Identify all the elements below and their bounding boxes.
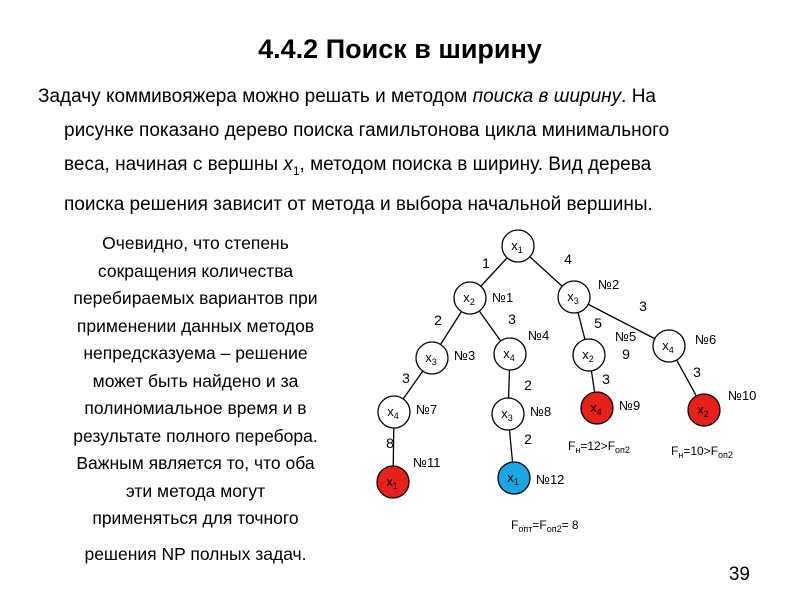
note-line: перебираемых вариантов при: [73, 288, 318, 308]
note-line: полиномиальное время и в: [84, 398, 307, 418]
intro-emphasis: поиска в ширину: [472, 86, 622, 107]
tree-node: [498, 462, 530, 494]
node-variable-label: $x_3$: [567, 289, 579, 306]
intro-variable: x: [283, 154, 293, 175]
intro-line-1: Задачу коммивояжера можно решать и методом поиска в ширину. На: [38, 86, 656, 107]
cost-annotation-n9: $F_н=12>F_{оп2}$: [568, 439, 630, 455]
edge-weight-label: 3: [602, 371, 610, 387]
note-line: применении данных методов: [76, 315, 315, 336]
slide-title: 4.4.2 Поиск в ширину: [258, 34, 542, 64]
edge-weight-label: 3: [508, 311, 516, 327]
cost-annotation-n10: $F_н=10>F_{оп2}$: [671, 444, 733, 460]
note-line: решения NP полных задач.: [84, 543, 307, 564]
node-variable-label: $x_1$: [507, 470, 519, 487]
tree-node: [573, 339, 605, 371]
tree-node: [494, 338, 526, 370]
node-number-label: №4: [528, 328, 550, 343]
edge-weight-label: 3: [639, 298, 647, 314]
tree-node: [454, 282, 486, 314]
node-number-label: №2: [598, 277, 620, 292]
edge-weight-label: 2: [524, 377, 532, 393]
edge-weight-label: 2: [434, 312, 442, 328]
node-number-label: №1: [492, 290, 514, 305]
tree-node: [416, 342, 448, 374]
optimal-cost-annotation: $F_{опт}=F_{оп2}= 8$: [511, 518, 579, 534]
note-line: эти метода могут: [125, 480, 266, 501]
node-variable-label: $x_2$: [582, 347, 594, 364]
edge-weight-label: 8: [386, 435, 394, 451]
node-variable-label: $x_1$: [386, 474, 398, 491]
note-line: сокращения количества: [97, 260, 294, 281]
note-line: применяться для точного: [92, 508, 299, 528]
edge-weight-label: 5: [594, 315, 602, 331]
node-variable-label: $x_3$: [425, 350, 437, 367]
note-line: непредсказуема – решение: [83, 343, 308, 363]
intro-line-3: веса, начиная с вершны $x_1$, методом поиска в ширину. Вид дерева: [64, 154, 652, 178]
edge-weight-label: 3: [693, 364, 701, 380]
node-variable-label: $x_4$: [387, 404, 399, 421]
node-variable-label: $x_4$: [503, 346, 515, 363]
node-variable-label: $x_2$: [697, 402, 709, 419]
edge-weight-label: 3: [402, 370, 410, 386]
node-number-label: №11: [413, 455, 441, 470]
edge-weight-label: 2: [524, 431, 532, 447]
node-number-label: №5: [615, 329, 637, 344]
tree-node: [653, 330, 685, 362]
node-number-label: №9: [619, 398, 641, 413]
note-line: Очевидно, что степень: [102, 233, 289, 253]
node-variable-label: $x_4$: [662, 338, 674, 355]
node-number-label: №12: [536, 472, 565, 487]
page-number: 39: [728, 564, 750, 585]
edge-weight-label: 1: [482, 255, 490, 271]
tree-node: [688, 394, 720, 426]
node-variable-label: $x_2$: [463, 290, 475, 307]
node-variable-label: $x_4$: [590, 400, 602, 417]
node-number-label: №6: [695, 332, 717, 347]
node-variable-label: $x_3$: [501, 406, 513, 423]
node-number-label: №10: [728, 388, 757, 403]
tree-node: [502, 230, 534, 262]
tree-node: [558, 281, 590, 313]
intro-line-4: поиска решения зависит от метода и выбора начальной вершины.: [64, 193, 653, 215]
tree-node: [377, 466, 409, 498]
tree-node: [492, 398, 524, 430]
intro-line-2: рисунке показано дерево поиска гамильтонова цикла минимального: [64, 120, 670, 141]
node-variable-label: $x_1$: [511, 238, 523, 255]
node-number-label: №8: [530, 404, 552, 419]
node-number-label: №7: [416, 402, 438, 417]
node-extra-value: 9: [622, 346, 630, 362]
note-line: результате полного перебора.: [73, 425, 318, 446]
node-number-label: №3: [454, 348, 476, 363]
note-line: может быть найдено и за: [92, 370, 299, 391]
note-line: Важным является то, что оба: [76, 453, 315, 473]
intro-variable-subscript: 1: [292, 163, 300, 178]
tree-node: [581, 392, 613, 424]
tree-node: [378, 396, 410, 428]
edge-weight-label: 4: [564, 251, 572, 267]
